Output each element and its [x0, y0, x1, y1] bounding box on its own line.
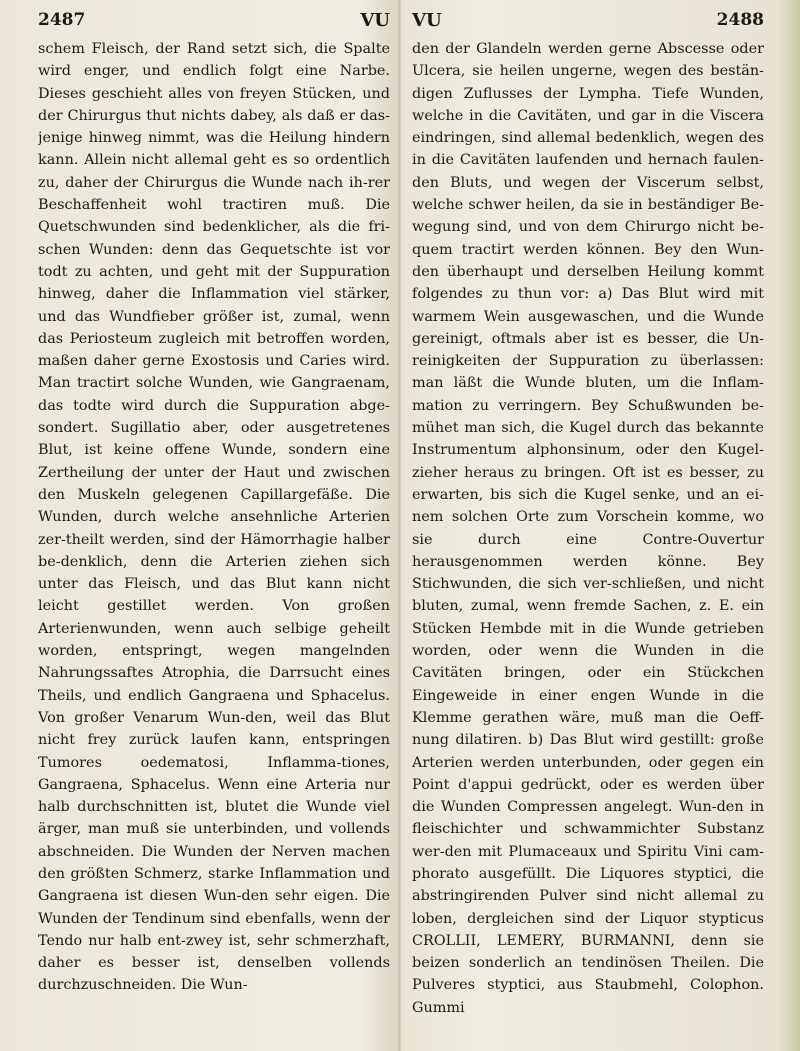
left-page-body-text: schem Fleisch, der Rand setzt sich, die Spalte wird enger, und endlich folgt eine Narbe. Dieses geschieht alles von freyen Stücken, und der Chirurgus thut nichts dabey, als daß er das-jenige hinweg nimmt, was die Heilung hindern kann. Allein nicht allemal geht es so ordentlich zu, daher der Chirurgus die Wunde nach ih-rer Beschaffenheit wohl tractiren muß. Die Quetschwunden sind bedenklicher, als die fri-schen Wunden: denn das Gequetschte ist vor todt zu achten, und geht mit der Suppuration hinweg, daher die Inflammation viel stärker, und das Wundfieber größer ist, zumal, wenn das Periosteum zugleich mit betroffen worden, maßen daher gerne Exostosis und Caries wird. Man tractirt solche Wunden, wie Gangraenam, das todte wird durch die Suppuration abge-sondert. Sugillatio aber, oder ausgetretenes Blut, ist keine offene Wunde, sondern eine Zertheilung der unter der Haut und zwischen den Muskeln gelegenen Capillargefäße. Die Wunden, durch welche ansehnliche Arterien zer-theilt werden, sind der Hämorrhagie halber be-denklich, denn die Arterien ziehen sich unter das Fleisch, und das Blut kann nicht leicht gestillet werden. Von großen Arterienwunden, wenn auch selbige geheilt worden, entspringt, wegen mangelnden Nahrungssaftes Atrophia, die Darrsucht eines Theils, und endlich Gangraena und Sphacelus. Von großer Venarum Wun-den, weil das Blut nicht frey zurück laufen kann, entspringen Tumores oedematosi, Inflamma-tiones, Gangraena, Sphacelus. Wenn eine Arteria nur halb durchschnitten ist, blutet die Wunde viel ärger, man muß sie unterbinden, und vollends abschneiden. Die Wunden der Nerven machen den größten Schmerz, starke Inflammation und Gangraena ist diesen Wun-den sehr eigen. Die Wunden der Tendinum sind ebenfalls, wenn der Tendo nur halb ent-zwey ist, sehr schmerzhaft, daher es besser ist, denselben vollends durchzuschneiden. Die Wun- — [38, 41, 390, 994]
left-page-column — [38, 38, 390, 1043]
left-running-head: VU — [360, 9, 390, 31]
left-page-number: 2487 — [38, 10, 86, 30]
right-page-number: 2488 — [716, 10, 764, 30]
right-page-header — [412, 6, 764, 34]
right-page-body-text: den der Glandeln werden gerne Abscesse oder Ulcera, sie heilen ungerne, wegen des bestän-digen Zuflusses der Lympha. Tiefe Wunden, welche in die Cavitäten, und gar in die Viscera eindringen, sind allemal bedenklich, wegen des in die Cavitäten laufenden und hernach faulen-den Bluts, und wegen der Viscerum selbst, welche schwer heilen, da sie in beständiger Be-wegung sind, und von dem Chirurgo nicht be-quem tractirt werden können. Bey den Wun-den überhaupt und derselben Heilung kommt folgendes zu thun vor: a) Das Blut wird mit warmem Wein ausgewaschen, und die Wunde gereinigt, oftmals aber ist es besser, die Un-reinigkeiten der Suppuration zu überlassen: man läßt die Wunde bluten, um die Inflam-mation zu verringern. Bey Schußwunden be-mühet man sich, die Kugel durch das bekannte Instrumentum alphonsinum, oder den Kugel-zieher heraus zu bringen. Oft ist es besser, zu erwarten, bis sich die Kugel senke, und an ei-nem solchen Orte zum Vorschein komme, wo sie durch eine Contre-Ouvertur herausgenommen werden könne. Bey Stichwunden, die sich ver-schließen, und nicht bluten, zumal, wenn fremde Sachen, z. E. ein Stücken Hembde mit in die Wunde getrieben worden, oder wenn die Wunden in die Cavitäten bringen, oder ein Stückchen Eingeweide in einer engen Wunde in die Klemme gerathen wäre, muß man die Oeff-nung dilatiren. b) Das Blut wird gestillt: große Arterien werden unterbunden, oder gegen ein Point d'appui gedrückt, oder es werden über die Wunden Compressen angelegt. Wun-den in fleischichter und schwammichter Substanz wer-den mit Plumaceaux und Spiritu Vini cam-phorato ausgefüllt. Die Liquores styptici, die abstringirenden Pulver sind nicht allemal zu loben, dergleichen sind der Liquor stypticus CROLLII, LEMERY, BURMANNI, denn sie beizen sonderlich an tendinösen Theilen. Die Pulveres styptici, aus Staubmehl, Colophon. Gummi — [412, 41, 764, 1016]
right-page-column — [412, 38, 764, 1043]
left-page-header — [38, 6, 390, 34]
right-running-head: VU — [412, 9, 442, 31]
book-gutter — [398, 0, 401, 1051]
page-edge — [778, 0, 800, 1051]
